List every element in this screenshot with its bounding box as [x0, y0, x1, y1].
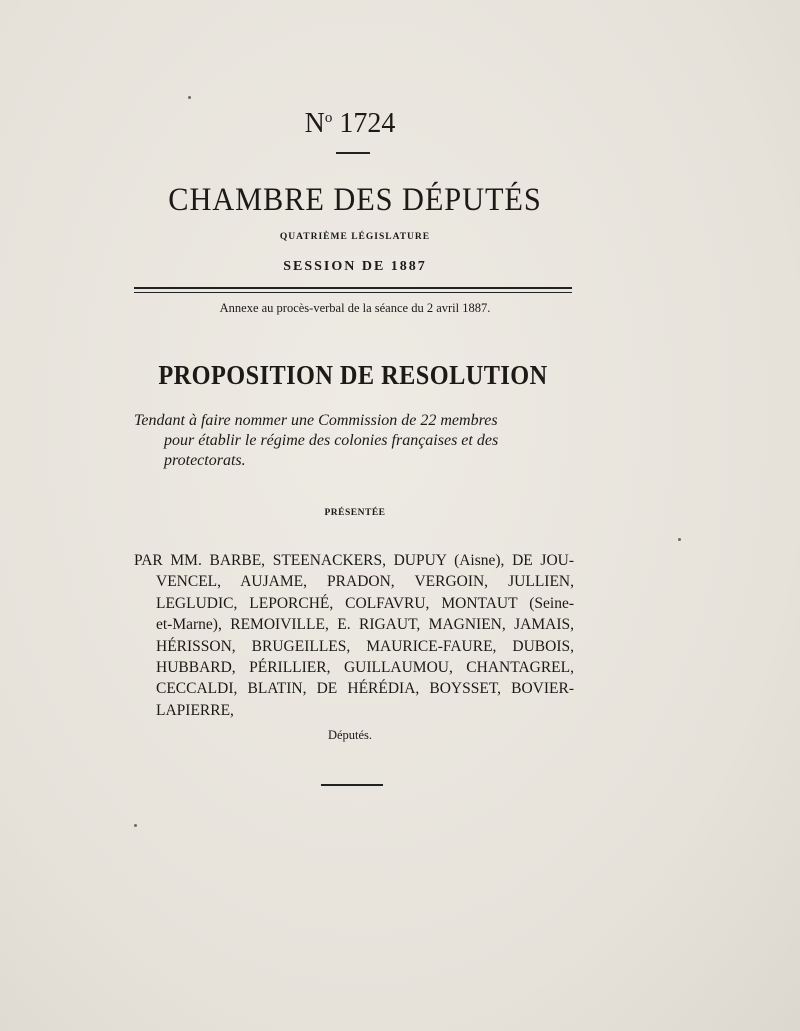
deputies-label: Députés.: [327, 728, 373, 742]
paper-speck: [134, 824, 137, 827]
author-line: et-Marne), REMOIVILLE, E. RIGAUT, MAGNIEN, JAMAIS,: [156, 616, 574, 634]
author-line: VENCEL, AUJAME, PRADON, VERGOIN, JULLIEN,: [156, 573, 574, 591]
annexe-note: Annexe au procès-verbal de la séance du 2 avril 1887.: [219, 301, 491, 315]
intent-line: Tendant à faire nommer une Commission de 22 membres: [134, 412, 498, 429]
author-line: PAR MM. BARBE, STEENACKERS, DUPUY (Aisne), DE JOU-: [134, 552, 574, 569]
author-line: HÉRISSON, BRUGEILLES, MAURICE-FAURE, DUBOIS,: [156, 637, 574, 655]
double-divider: [134, 287, 572, 293]
session-label: SESSION DE 1887: [283, 259, 427, 274]
author-line: LAPIERRE,: [156, 701, 234, 719]
paper-speck: [188, 96, 191, 99]
number-value: 1724: [339, 108, 396, 139]
intent-line: pour établir le régime des colonies françaises et des: [164, 432, 499, 449]
author-line: LEGLUDIC, LEPORCHÉ, COLFAVRU, MONTAUT (Seine-: [156, 594, 574, 612]
intent-line: protectorats.: [164, 452, 246, 469]
number-prefix: N: [304, 108, 325, 139]
proposition-title: PROPOSITION DE RESOLUTION: [158, 360, 548, 390]
end-divider: [321, 784, 383, 786]
legislature-label: QUATRIÈME LÉGISLATURE: [279, 232, 431, 242]
author-line: CECCALDI, BLATIN, DE HÉRÉDIA, BOYSSET, BOVIER-: [156, 680, 574, 698]
chamber-heading: CHAMBRE DES DÉPUTÉS: [168, 182, 542, 218]
presented-label: PRÉSENTÉE: [324, 508, 386, 518]
author-line: HUBBARD, PÉRILLIER, GUILLAUMOU, CHANTAGREL,: [156, 658, 574, 676]
intent-paragraph: [134, 411, 574, 471]
authors-block: [134, 550, 574, 721]
number-superscript: o: [324, 110, 333, 126]
short-divider: [336, 152, 370, 154]
document-number: [0, 108, 700, 140]
paper-speck: [678, 538, 681, 541]
